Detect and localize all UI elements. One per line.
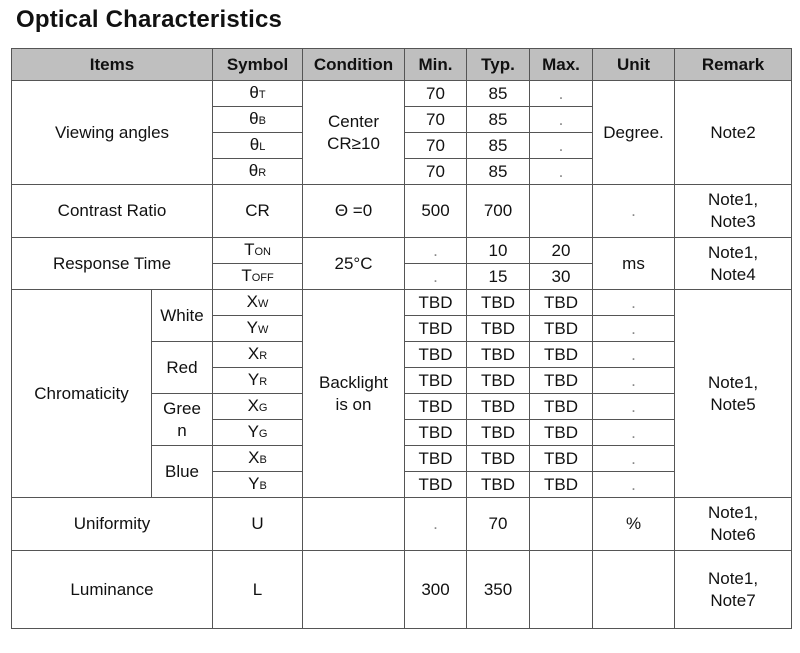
typ-cell: 700 — [467, 185, 530, 238]
symbol-cell: θL — [213, 133, 303, 159]
symbol-cell: θT — [213, 81, 303, 107]
typ-cell: 85 — [467, 159, 530, 185]
uniformity-label: Uniformity — [12, 498, 213, 551]
color-group-green: Gree n — [152, 394, 213, 446]
unit-cell: . — [593, 185, 675, 238]
max-cell: TBD — [530, 394, 593, 420]
symbol-cell: XB — [213, 446, 303, 472]
min-cell: 70 — [405, 133, 467, 159]
symbol-cell: YR — [213, 368, 303, 394]
max-cell: TBD — [530, 368, 593, 394]
symbol-cell: XW — [213, 290, 303, 316]
typ-cell: 350 — [467, 551, 530, 629]
typ-cell: TBD — [467, 316, 530, 342]
symbol-cell: YG — [213, 420, 303, 446]
max-cell: TBD — [530, 342, 593, 368]
typ-cell: TBD — [467, 420, 530, 446]
symbol-cell: CR — [213, 185, 303, 238]
symbol-cell: θR — [213, 159, 303, 185]
condition-cell — [303, 498, 405, 551]
max-cell — [530, 185, 593, 238]
viewing-unit: Degree. — [593, 81, 675, 185]
typ-cell: 70 — [467, 498, 530, 551]
max-cell: 20 — [530, 238, 593, 264]
min-cell: . — [405, 498, 467, 551]
min-cell: TBD — [405, 290, 467, 316]
max-cell: TBD — [530, 420, 593, 446]
header-remark: Remark — [675, 49, 792, 81]
header-max: Max. — [530, 49, 593, 81]
page-title: Optical Characteristics — [16, 6, 283, 33]
color-group-white: White — [152, 290, 213, 342]
typ-cell: 10 — [467, 238, 530, 264]
min-cell: TBD — [405, 342, 467, 368]
max-cell: . — [530, 81, 593, 107]
viewing-remark: Note2 — [675, 81, 792, 185]
min-cell: TBD — [405, 316, 467, 342]
min-cell: 70 — [405, 81, 467, 107]
unit-cell: . — [593, 446, 675, 472]
min-cell: . — [405, 238, 467, 264]
header-typ: Typ. — [467, 49, 530, 81]
max-cell — [530, 498, 593, 551]
viewing-condition: Center CR≥10 — [303, 81, 405, 185]
uniformity-remark: Note1, Note6 — [675, 498, 792, 551]
chromaticity-condition: Backlight is on — [303, 290, 405, 498]
table-row — [12, 238, 792, 264]
table-row — [12, 81, 792, 107]
unit-cell: . — [593, 394, 675, 420]
min-cell: TBD — [405, 446, 467, 472]
max-cell: . — [530, 107, 593, 133]
typ-cell: TBD — [467, 472, 530, 498]
header-row — [12, 49, 792, 81]
typ-cell: 85 — [467, 81, 530, 107]
max-cell — [530, 551, 593, 629]
luminance-remark: Note1, Note7 — [675, 551, 792, 629]
symbol-cell: U — [213, 498, 303, 551]
max-cell: TBD — [530, 446, 593, 472]
header-symbol: Symbol — [213, 49, 303, 81]
header-min: Min. — [405, 49, 467, 81]
min-cell: TBD — [405, 394, 467, 420]
min-cell: 70 — [405, 159, 467, 185]
max-cell: . — [530, 159, 593, 185]
typ-cell: TBD — [467, 342, 530, 368]
luminance-label: Luminance — [12, 551, 213, 629]
min-cell: 500 — [405, 185, 467, 238]
symbol-cell: XG — [213, 394, 303, 420]
header-unit: Unit — [593, 49, 675, 81]
table-row — [12, 551, 792, 629]
typ-cell: TBD — [467, 368, 530, 394]
max-cell: TBD — [530, 472, 593, 498]
min-cell: TBD — [405, 368, 467, 394]
min-cell: 300 — [405, 551, 467, 629]
min-cell: TBD — [405, 472, 467, 498]
color-group-red: Red — [152, 342, 213, 394]
typ-cell: 85 — [467, 107, 530, 133]
unit-cell: . — [593, 368, 675, 394]
unit-cell: % — [593, 498, 675, 551]
unit-cell: . — [593, 472, 675, 498]
unit-cell — [593, 551, 675, 629]
typ-cell: 15 — [467, 264, 530, 290]
chromaticity-remark: Note1, Note5 — [675, 290, 792, 498]
min-cell: 70 — [405, 107, 467, 133]
condition-cell — [303, 551, 405, 629]
max-cell: 30 — [530, 264, 593, 290]
max-cell: TBD — [530, 290, 593, 316]
unit-cell: . — [593, 420, 675, 446]
unit-cell: . — [593, 316, 675, 342]
contrast-label: Contrast Ratio — [12, 185, 213, 238]
typ-cell: 85 — [467, 133, 530, 159]
min-cell: TBD — [405, 420, 467, 446]
symbol-cell: L — [213, 551, 303, 629]
color-group-blue: Blue — [152, 446, 213, 498]
table-row — [12, 290, 792, 316]
optical-characteristics-table — [11, 48, 792, 629]
response-condition: 25°C — [303, 238, 405, 290]
response-remark: Note1, Note4 — [675, 238, 792, 290]
symbol-cell: TON — [213, 238, 303, 264]
typ-cell: TBD — [467, 290, 530, 316]
max-cell: TBD — [530, 316, 593, 342]
contrast-condition: Θ =0 — [303, 185, 405, 238]
min-cell: . — [405, 264, 467, 290]
symbol-cell: YB — [213, 472, 303, 498]
response-label: Response Time — [12, 238, 213, 290]
symbol-cell: YW — [213, 316, 303, 342]
response-unit: ms — [593, 238, 675, 290]
header-items: Items — [12, 49, 213, 81]
contrast-remark: Note1, Note3 — [675, 185, 792, 238]
symbol-cell: θB — [213, 107, 303, 133]
header-condition: Condition — [303, 49, 405, 81]
table-row — [12, 498, 792, 551]
unit-cell: . — [593, 290, 675, 316]
symbol-cell: TOFF — [213, 264, 303, 290]
typ-cell: TBD — [467, 394, 530, 420]
viewing-label: Viewing angles — [12, 81, 213, 185]
table-row — [12, 185, 792, 238]
chromaticity-label: Chromaticity — [12, 290, 152, 498]
unit-cell: . — [593, 342, 675, 368]
max-cell: . — [530, 133, 593, 159]
typ-cell: TBD — [467, 446, 530, 472]
symbol-cell: XR — [213, 342, 303, 368]
